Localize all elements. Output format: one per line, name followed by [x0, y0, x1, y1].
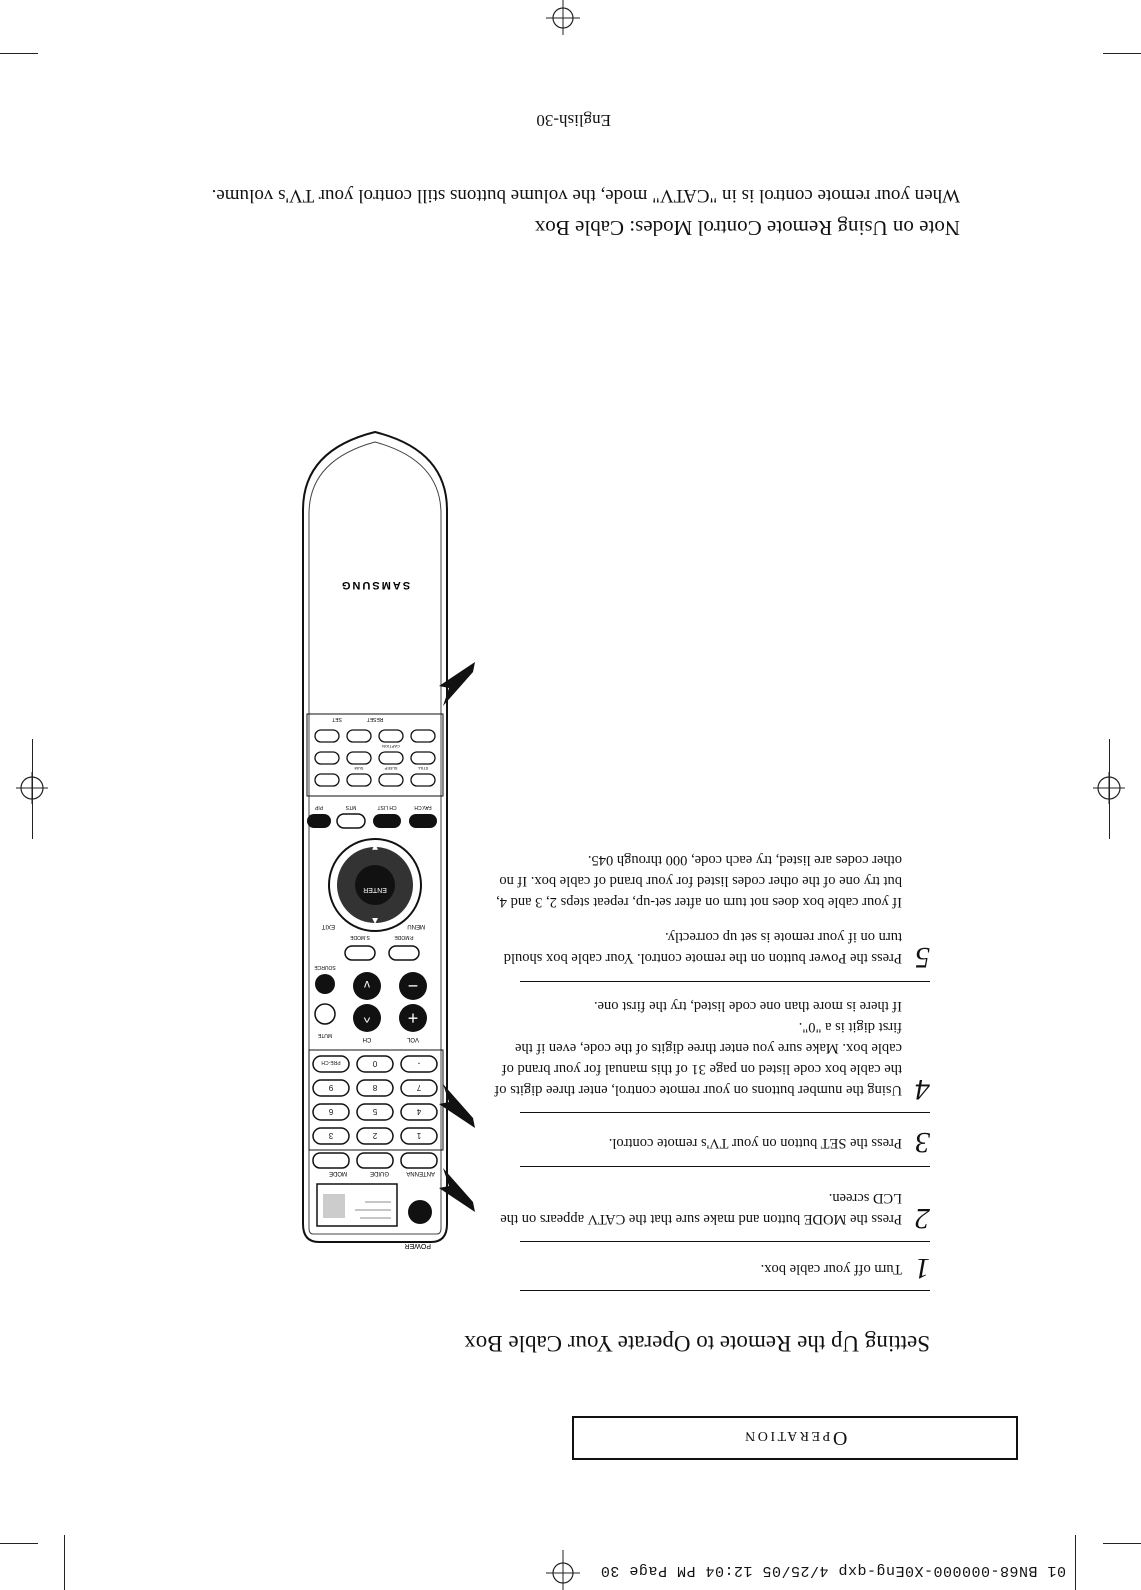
fav-ch-label: FAV.CH: [414, 804, 432, 810]
registration-mark-icon: [1093, 772, 1125, 804]
s-mode-label: S.MODE: [350, 934, 370, 940]
mute-label: MUTE: [317, 1032, 333, 1038]
step-extra: If your cable box does not turn on after set-up, repeat steps 2, 3 and 4, but try one of the other codes listed for your brand of cable box. If no other codes are listed, try each code, 000 through 045.: [496, 852, 902, 910]
step-text: Using the number buttons on your remote control, enter three digits of the cable box code listed on page 31 of this manual for your brand of cable box. Make sure you enter three digits of the code, even if the first digit is a "0".: [494, 1019, 902, 1098]
power-button: [408, 1200, 432, 1224]
step-number: 5: [915, 941, 930, 974]
brand-logo: SAMSUNG: [339, 579, 411, 591]
divider: [520, 1112, 930, 1113]
guide-label: GUIDE: [369, 1170, 389, 1176]
sleep-label: SLEEP: [384, 766, 398, 771]
step-number: 1: [915, 1252, 930, 1285]
key-5: 5: [372, 1107, 378, 1116]
reset-label: RESET: [366, 716, 384, 722]
step-number: 4: [915, 1073, 930, 1106]
divider: [520, 1241, 930, 1242]
vol-label: VOL: [406, 1036, 420, 1042]
section-title-text: Operation: [742, 1427, 848, 1450]
key-4: 4: [416, 1107, 422, 1116]
registration-mark-icon: [546, 0, 580, 35]
crop-mark: [1103, 53, 1141, 54]
p-mode-label: P.MODE: [394, 934, 414, 940]
sum-label: SUM: [354, 766, 364, 771]
key-1: 1: [416, 1131, 422, 1140]
svg-text:▼: ▼: [370, 841, 380, 852]
crop-mark: [0, 53, 38, 54]
pointer-arrow-icon: [437, 1164, 477, 1214]
mts-label: MTS: [345, 804, 357, 810]
key-7: 7: [416, 1083, 422, 1092]
step-text: Press the Power button on the remote control. Your cable box should turn on if your remote is set up correctly.: [503, 929, 902, 966]
ch-label: CH: [362, 1036, 372, 1042]
step-number: 3: [915, 1126, 930, 1159]
step-body: [492, 995, 902, 1100]
key-dash: -: [417, 1059, 421, 1068]
enter-label: ENTER: [363, 886, 387, 893]
svg-text:−: −: [407, 976, 419, 996]
crop-mark: [64, 1535, 65, 1590]
step-text: Press the MODE button and make sure that the CATV appears on the LCD screen.: [500, 1190, 902, 1227]
crop-mark: [0, 1543, 38, 1544]
still-label: STILL: [417, 766, 429, 771]
ch-list-label: CH LIST: [377, 804, 397, 810]
set-label: SET: [332, 716, 342, 722]
step-extra: If there is more than one code listed, try the first one.: [593, 998, 902, 1014]
key-8: 8: [372, 1083, 378, 1092]
remote-control-illustration: [295, 415, 455, 1270]
divider: [520, 1290, 930, 1291]
antenna-label: ANTENNA: [406, 1170, 435, 1176]
caption-label: CAPTION: [382, 744, 400, 749]
page-number: English-30: [536, 111, 611, 130]
section-title: [572, 1416, 1018, 1460]
file-slug: 01 BN68-000000-X0Eng-qxp 4/25/05 12:04 PM Page 30: [600, 1562, 1066, 1579]
step-text: Press the SET button on your TV's remote control.: [608, 1135, 902, 1151]
remote-control-icon: [295, 420, 455, 1270]
divider: [520, 1166, 930, 1167]
crop-mark: [1075, 1535, 1076, 1590]
crop-mark: [1103, 1543, 1141, 1544]
step-number: 2: [915, 1202, 930, 1235]
menu-label: MENU: [407, 923, 425, 929]
step-body: [492, 849, 902, 968]
source-label: SOURCE: [314, 964, 336, 970]
key-6: 6: [328, 1107, 334, 1116]
pointer-arrow-icon: [437, 660, 477, 710]
svg-text:+: +: [407, 1008, 419, 1028]
step-text: Turn off your cable box.: [760, 1261, 902, 1277]
key-9: 9: [328, 1083, 334, 1092]
power-label: POWER: [404, 1242, 431, 1249]
svg-text:▲: ▲: [370, 915, 380, 926]
svg-text:^: ^: [363, 1010, 371, 1026]
key-0: 0: [372, 1059, 378, 1068]
key-pre-ch: PRE-CH: [321, 1059, 341, 1065]
divider: [520, 981, 930, 982]
pip-label: PIP: [314, 804, 324, 810]
registration-mark-icon: [16, 772, 48, 804]
page-title: Setting Up the Remote to Operate Your Cable Box: [464, 1331, 930, 1356]
note-title: Note on Using Remote Control Modes: Cable Box: [534, 216, 960, 240]
note-body: When your remote control is in "CATV" mode, the volume buttons still control your TV's volume.: [211, 185, 960, 206]
mode-label: MODE: [329, 1170, 347, 1176]
registration-mark-icon: [546, 1550, 580, 1590]
pointer-arrow-icon: [437, 1080, 477, 1130]
key-2: 2: [372, 1131, 378, 1140]
exit-label: EXIT: [321, 923, 335, 929]
svg-text:v: v: [364, 978, 370, 992]
key-3: 3: [328, 1131, 334, 1140]
